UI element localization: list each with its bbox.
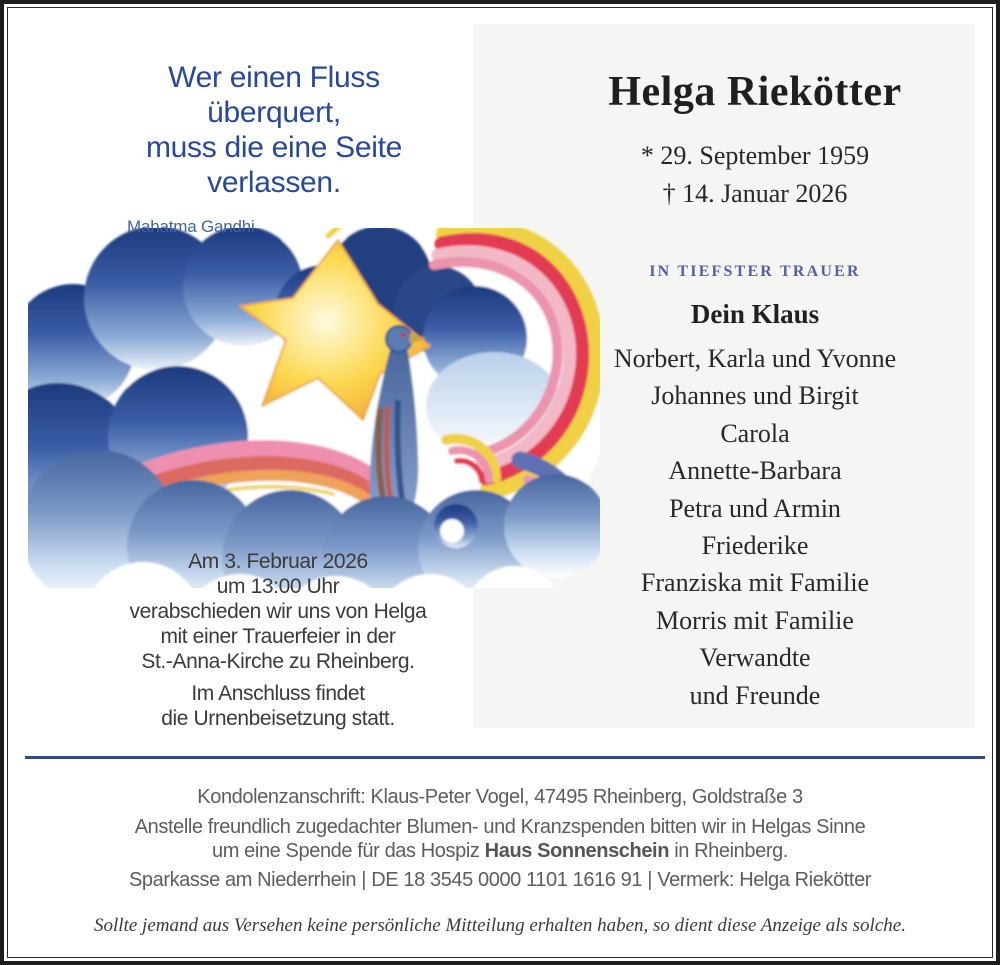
donation-line: Anstelle freundlich zugedachter Blumen- und Kranzspenden bitten wir in Helgas Sinne (134, 816, 866, 838)
donation-text: um eine Spende für das Hospiz (212, 840, 485, 862)
ceremony-paragraph (88, 681, 468, 731)
mourner-name: Franziska mit Familie (640, 568, 870, 598)
mourner-name: Petra und Armin (669, 493, 841, 523)
donation-request (0, 815, 1000, 863)
ceremony-line: Im Anschluss findet (191, 682, 365, 705)
donation-text: in Rheinberg. (669, 840, 788, 862)
donation-line (0, 839, 1000, 863)
watercolor-illustration (28, 228, 600, 588)
mourner-name: Norbert, Karla und Yvonne (613, 344, 897, 373)
hospice-name: Haus Sonnenschein (484, 840, 670, 862)
quote-line: muss die eine Seite (145, 131, 403, 164)
mourner-name: Carola (720, 418, 790, 448)
ceremony-info (88, 549, 468, 731)
mourner-name: Annette-Barbara (668, 456, 842, 486)
mourning-heading: IN TIEFSTER TRAUER (649, 263, 861, 280)
mourner-name: Johannes und Birgit (651, 381, 859, 411)
ceremony-line: mit einer Trauerfeier in der (160, 625, 396, 648)
deceased-name: Helga Riekötter (608, 69, 902, 115)
ceremony-line: die Urnenbeisetzung statt. (161, 707, 395, 730)
mourner-name: und Freunde (689, 680, 821, 710)
quote-attribution: Mahatma Gandhi (127, 217, 255, 236)
ceremony-line: verabschieden wir uns von Helga (129, 600, 427, 623)
quote-line: verlassen. (207, 166, 341, 199)
horizontal-divider (25, 756, 985, 759)
ceremony-line: Am 3. Februar 2026 (188, 550, 368, 573)
mourner-name: Morris mit Familie (656, 605, 854, 635)
condolence-address: Kondolenzanschrift: Klaus-Peter Vogel, 47495 Rheinberg, Goldstraße 3 (197, 786, 803, 808)
quote-block (64, 60, 484, 200)
lead-mourner: Dein Klaus (690, 299, 820, 329)
disclaimer-note: Sollte jemand aus Versehen keine persönliche Mitteilung erhalten haben, so dient diese Anzeige als solche. (94, 915, 906, 936)
quote-line: überquert, (207, 96, 341, 129)
mourner-name: Verwandte (699, 643, 811, 673)
quote-line: Wer einen Fluss (168, 61, 380, 94)
birth-date: * 29. September 1959 (640, 141, 870, 170)
bank-details: Sparkasse am Niederrhein | DE 18 3545 0000 1101 1616 91 | Vermerk: Helga Riekötter (128, 869, 872, 891)
death-date: † 14. Januar 2026 (662, 179, 848, 208)
mourner-name: Friederike (701, 531, 809, 561)
ceremony-line: um 13:00 Uhr (216, 575, 340, 598)
life-dates (535, 137, 975, 213)
mourner-list (535, 340, 975, 714)
ceremony-line: St.-Anna-Kirche zu Rheinberg. (141, 650, 415, 673)
ceremony-paragraph (88, 549, 468, 674)
